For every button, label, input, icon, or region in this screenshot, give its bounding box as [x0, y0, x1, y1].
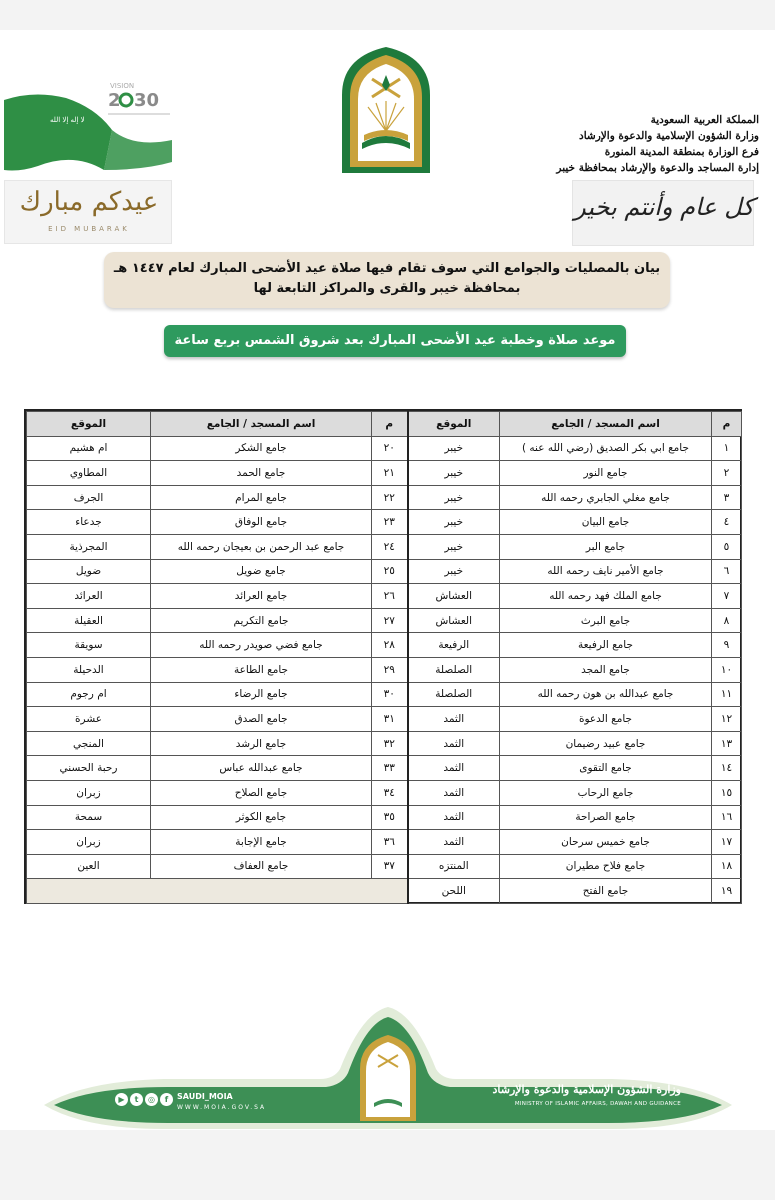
- cell-number: ٢٥: [372, 559, 408, 584]
- eid-mubarak-card: [4, 180, 172, 244]
- cell-number: ٣: [712, 485, 742, 510]
- cell-mosque-name: جامع عبدالله عباس: [151, 756, 372, 781]
- cell-number: ٢٢: [372, 485, 408, 510]
- title-line-2: بمحافظة خيبر والقرى والمراكز التابعة لها: [253, 281, 521, 296]
- cell-number: ٣٦: [372, 830, 408, 855]
- cell-location: ام هشيم: [27, 436, 151, 461]
- table-row: [27, 830, 742, 855]
- cell-location: خيبر: [408, 534, 500, 559]
- cell-number: ١٩: [712, 879, 742, 904]
- ministry-footer-banner: [44, 1005, 732, 1130]
- cell-mosque-name: جامع الرضاء: [151, 682, 372, 707]
- cell-mosque-name: جامع الملك فهد رحمه الله: [500, 584, 712, 609]
- cell-mosque-name: جامع عبدالله بن هون رحمه الله: [500, 682, 712, 707]
- header-location-2: الموقع: [27, 412, 151, 437]
- cell-location: عشرة: [27, 707, 151, 732]
- cell-number: ٢: [712, 461, 742, 486]
- footer-website: WWW.MOIA.GOV.SA: [177, 1104, 267, 1111]
- facebook-icon[interactable]: f: [160, 1093, 173, 1106]
- cell-location: ام رجوم: [27, 682, 151, 707]
- cell-location: الصلصلة: [408, 657, 500, 682]
- cell-location: زبران: [27, 780, 151, 805]
- prayer-time-banner: موعد صلاة وخطبة عيد الأضحى المبارك بعد شروق الشمس بربع ساعة: [164, 325, 626, 357]
- table-row: [27, 682, 742, 707]
- cell-location: رحبة الحسني: [27, 756, 151, 781]
- eid-latin-text: EID MUBARAK: [48, 225, 130, 233]
- cell-number: ١٨: [712, 854, 742, 879]
- table-row: [27, 584, 742, 609]
- cell-location: خيبر: [408, 461, 500, 486]
- cell-mosque-name: جامع البيان: [500, 510, 712, 535]
- cell-number: ٢٨: [372, 633, 408, 658]
- cell-mosque-name: جامع النور: [500, 461, 712, 486]
- cell-mosque-name: جامع الأمير نايف رحمه الله: [500, 559, 712, 584]
- cell-number: ٢٦: [372, 584, 408, 609]
- cell-location: الثمد: [408, 805, 500, 830]
- cell-number: ٥: [712, 534, 742, 559]
- table-header-row: [27, 412, 742, 437]
- cell-number: ٣٠: [372, 682, 408, 707]
- cell-number: ٤: [712, 510, 742, 535]
- cell-location: الثمد: [408, 780, 500, 805]
- cell-mosque-name: جامع الشكر: [151, 436, 372, 461]
- empty-cell: [27, 879, 408, 904]
- letterhead-text: [509, 112, 759, 176]
- document-title: [104, 252, 670, 308]
- svg-text:VISION: VISION: [110, 82, 135, 90]
- header-num-2: م: [372, 412, 408, 437]
- table-row: [27, 756, 742, 781]
- cell-number: ٣٤: [372, 780, 408, 805]
- table-row: [27, 633, 742, 658]
- cell-number: ٣٥: [372, 805, 408, 830]
- cell-location: سويقة: [27, 633, 151, 658]
- cell-location: خيبر: [408, 436, 500, 461]
- cell-mosque-name: جامع الدعوة: [500, 707, 712, 732]
- cell-location: الثمد: [408, 731, 500, 756]
- cell-location: اللحن: [408, 879, 500, 904]
- table-row: [27, 608, 742, 633]
- table-row: [27, 657, 742, 682]
- cell-location: الدحيلة: [27, 657, 151, 682]
- cell-location: الصلصلة: [408, 682, 500, 707]
- mosque-table: [24, 409, 742, 904]
- cell-location: العشاش: [408, 608, 500, 633]
- table-row: [27, 805, 742, 830]
- title-line-1: بيان بالمصليات والجوامع التي سوف تقام فيها صلاة عيد الأضحى المبارك لعام ١٤٤٧ هـ: [113, 261, 661, 276]
- cell-location: العشاش: [408, 584, 500, 609]
- vision-2030-logo: [4, 78, 172, 178]
- cell-number: ٧: [712, 584, 742, 609]
- cell-mosque-name: جامع الرفيعة: [500, 633, 712, 658]
- cell-location: العقيلة: [27, 608, 151, 633]
- cell-mosque-name: جامع البر: [500, 534, 712, 559]
- cell-number: ١١: [712, 682, 742, 707]
- table-row: [27, 879, 742, 904]
- cell-mosque-name: جامع الحمد: [151, 461, 372, 486]
- table-row: [27, 510, 742, 535]
- cell-number: ١٢: [712, 707, 742, 732]
- cell-location: ضويل: [27, 559, 151, 584]
- header-location-1: الموقع: [408, 412, 500, 437]
- cell-number: ٢٤: [372, 534, 408, 559]
- cell-mosque-name: جامع فلاح مطيران: [500, 854, 712, 879]
- header-num-1: م: [712, 412, 742, 437]
- cell-mosque-name: جامع التكريم: [151, 608, 372, 633]
- cell-mosque-name: جامع مغلي الجابري رحمه الله: [500, 485, 712, 510]
- header-line-ministry: وزارة الشؤون الإسلامية والدعوة والإرشاد: [579, 130, 759, 142]
- cell-number: ١٦: [712, 805, 742, 830]
- cell-number: ٣٧: [372, 854, 408, 879]
- cell-number: ٢٠: [372, 436, 408, 461]
- footer-ministry-english: MINISTRY OF ISLAMIC AFFAIRS, DAWAH AND GUIDANCE: [514, 1101, 681, 1107]
- footer-social-handle: SAUDI_MOIA: [177, 1092, 233, 1101]
- cell-location: خيبر: [408, 485, 500, 510]
- cell-location: العين: [27, 854, 151, 879]
- cell-mosque-name: جامع الإجابة: [151, 830, 372, 855]
- cell-location: خيبر: [408, 559, 500, 584]
- cell-mosque-name: جامع الصراحة: [500, 805, 712, 830]
- svg-text:لا إله إلا الله: لا إله إلا الله: [50, 116, 85, 124]
- table-row: [27, 534, 742, 559]
- header-line-branch: فرع الوزارة بمنطقة المدينة المنورة: [604, 146, 759, 158]
- header-name-1: اسم المسجد / الجامع: [500, 412, 712, 437]
- cell-number: ٢١: [372, 461, 408, 486]
- cell-mosque-name: جامع ضويل: [151, 559, 372, 584]
- cell-mosque-name: جامع الرشد: [151, 731, 372, 756]
- cell-mosque-name: جامع التقوى: [500, 756, 712, 781]
- bottom-margin: [0, 1130, 775, 1200]
- cell-mosque-name: جامع ابي بكر الصديق (رضي الله عنه ): [500, 436, 712, 461]
- table-row: [27, 731, 742, 756]
- cell-location: المطاوي: [27, 461, 151, 486]
- cell-number: ١٠: [712, 657, 742, 682]
- instagram-icon[interactable]: ◎: [145, 1093, 158, 1106]
- greeting-text: كل عام وأنتم بخير: [574, 193, 754, 221]
- cell-location: الثمد: [408, 707, 500, 732]
- cell-mosque-name: جامع الطاعة: [151, 657, 372, 682]
- table-row: [27, 485, 742, 510]
- table-row: [27, 854, 742, 879]
- cell-location: المنجي: [27, 731, 151, 756]
- cell-mosque-name: جامع الوفاق: [151, 510, 372, 535]
- cell-mosque-name: جامع المرام: [151, 485, 372, 510]
- cell-location: الثمد: [408, 756, 500, 781]
- table-row: [27, 780, 742, 805]
- cell-mosque-name: جامع الرحاب: [500, 780, 712, 805]
- cell-number: ٦: [712, 559, 742, 584]
- footer-ministry-arabic: وزارة الشؤون الإسلامية والدعوة والإرشاد: [492, 1083, 681, 1096]
- cell-mosque-name: جامع البرث: [500, 608, 712, 633]
- cell-number: ١: [712, 436, 742, 461]
- top-margin: [0, 0, 775, 30]
- cell-number: ١٧: [712, 830, 742, 855]
- cell-location: زبران: [27, 830, 151, 855]
- table-row: [27, 461, 742, 486]
- cell-number: ٢٧: [372, 608, 408, 633]
- cell-number: ٣٢: [372, 731, 408, 756]
- cell-mosque-name: جامع خميس سرحان: [500, 830, 712, 855]
- cell-mosque-name: جامع المجد: [500, 657, 712, 682]
- cell-location: المنتزه: [408, 854, 500, 879]
- cell-mosque-name: جامع عبيد رضيمان: [500, 731, 712, 756]
- cell-mosque-name: جامع العرائد: [151, 584, 372, 609]
- cell-number: ١٣: [712, 731, 742, 756]
- greeting-card: [572, 180, 754, 246]
- svg-text:2: 2: [108, 90, 121, 111]
- cell-number: ٢٩: [372, 657, 408, 682]
- cell-number: ٩: [712, 633, 742, 658]
- cell-mosque-name: جامع العفاف: [151, 854, 372, 879]
- cell-location: جدعاء: [27, 510, 151, 535]
- cell-mosque-name: جامع فضي صويدر رحمه الله: [151, 633, 372, 658]
- cell-location: الجرف: [27, 485, 151, 510]
- cell-number: ٣٣: [372, 756, 408, 781]
- cell-mosque-name: جامع الكوثر: [151, 805, 372, 830]
- cell-location: العرائد: [27, 584, 151, 609]
- cell-location: المجرذية: [27, 534, 151, 559]
- cell-location: الرفيعة: [408, 633, 500, 658]
- cell-number: ٢٣: [372, 510, 408, 535]
- svg-text:30: 30: [134, 90, 160, 111]
- cell-mosque-name: جامع الفتح: [500, 879, 712, 904]
- cell-number: ١٤: [712, 756, 742, 781]
- cell-location: سمحة: [27, 805, 151, 830]
- cell-location: خيبر: [408, 510, 500, 535]
- youtube-icon[interactable]: ▶: [115, 1093, 128, 1106]
- cell-mosque-name: جامع الصلاح: [151, 780, 372, 805]
- cell-location: الثمد: [408, 830, 500, 855]
- cell-number: ١٥: [712, 780, 742, 805]
- cell-mosque-name: جامع عبد الرحمن بن بعيجان رحمه الله: [151, 534, 372, 559]
- table-row: [27, 436, 742, 461]
- table-row: [27, 559, 742, 584]
- header-name-2: اسم المسجد / الجامع: [151, 412, 372, 437]
- table-row: [27, 707, 742, 732]
- eid-script-text: عيدكم مبارك: [19, 187, 159, 217]
- cell-number: ٨: [712, 608, 742, 633]
- cell-number: ٣١: [372, 707, 408, 732]
- header-line-kingdom: المملكة العربية السعودية: [650, 114, 759, 126]
- twitter-icon[interactable]: t: [130, 1093, 143, 1106]
- header-line-department: إدارة المساجد والدعوة والإرشاد بمحافظة خيبر: [556, 162, 759, 174]
- ministry-emblem: [336, 45, 436, 175]
- cell-mosque-name: جامع الصدق: [151, 707, 372, 732]
